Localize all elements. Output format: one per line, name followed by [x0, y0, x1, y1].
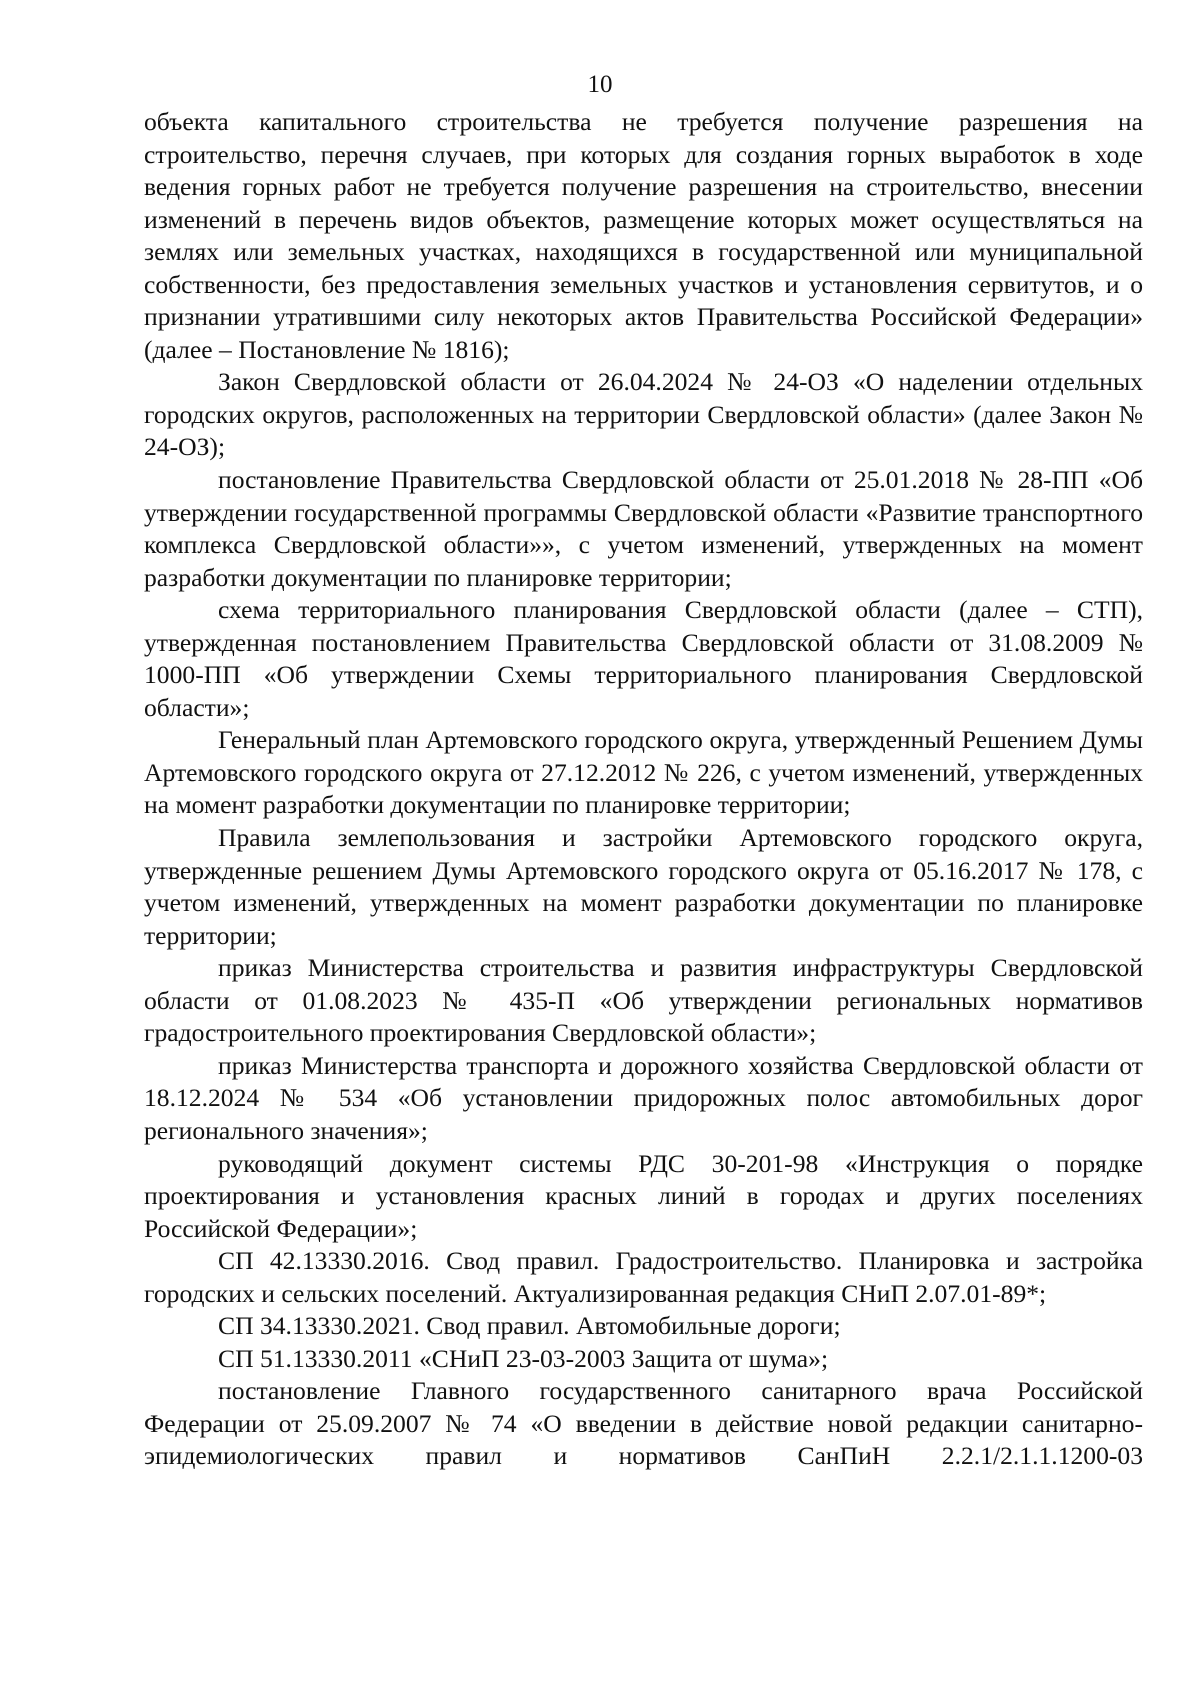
- page-number: 10: [587, 71, 613, 98]
- paragraph-territorial-planning-scheme: схема территориального планирования Свердловской области (далее – СТП), утвержденная постановлением Правительства Свердловской области от 31.08.2009 № 1000-ПП «Об утверждении Схемы территориального планирования Свердловской области»;: [144, 595, 1143, 722]
- paragraph-general-plan: Генеральный план Артемовского городского округа, утвержденный Решением Думы Артемовского городского округа от 27.12.2012 № 226, с учетом изменений, утвержденных на момент разработки документации по планировке территории;: [144, 725, 1143, 820]
- paragraph-decree-28-pp: постановление Правительства Свердловской области от 25.01.2018 № 28-ПП «Об утверждении государственной программы Свердловской области «Развитие транспортного комплекса Свердловской области»», с учетом изменений, утвержденных на момент разработки документации по планировке территории;: [144, 465, 1143, 592]
- paragraph-law-24-oz: Закон Свердловской области от 26.04.2024 № 24-ОЗ «О наделении отдельных городских округов, расположенных на территории Свердловской области» (далее Закон № 24-ОЗ);: [144, 367, 1143, 462]
- paragraph-decree-1816-continuation: объекта капитального строительства не требуется получение разрешения на строительство, перечня случаев, при которых для создания горных выработок в ходе ведения горных работ не требуется получение разрешения на строительство, внесении изменений в перечень видов объектов, размещение которых может осуществляться на землях или земельных участках, находящихся в государственной или муниципальной собственности, без предоставления земельных участков и установления сервитутов, и о признании утратившими силу некоторых актов Правительства Российской Федерации» (далее – Постановление № 1816);: [144, 107, 1143, 364]
- paragraph-sp-42: СП 42.13330.2016. Свод правил. Градостроительство. Планировка и застройка городских и сельских поселений. Актуализированная редакция СНиП 2.07.01-89*;: [144, 1246, 1143, 1308]
- paragraph-sp-34: СП 34.13330.2021. Свод правил. Автомобильные дороги;: [218, 1311, 841, 1341]
- paragraph-order-534: приказ Министерства транспорта и дорожного хозяйства Свердловской области от 18.12.2024 № 534 «Об установлении придорожных полос автомобильных дорог регионального значения»;: [144, 1050, 1143, 1145]
- paragraph-sp-51: СП 51.13330.2011 «СНиП 23-03-2003 Защита от шума»;: [218, 1343, 829, 1373]
- paragraph-sanitary-decree-74: постановление Главного государственного санитарного врача Российской Федерации от 25.09.2007 № 74 «О введении в действие новой редакции санитарно-эпидемиологических правил и нормативов СанПиН 2.2.1/2.1.1.1200-03: [144, 1376, 1143, 1471]
- document-body: [144, 106, 1143, 1473]
- paragraph-order-435-p: приказ Министерства строительства и развития инфраструктуры Свердловской области от 01.08.2023 № 435-П «Об утверждении региональных нормативов градостроительного проектирования Свердловской области»;: [144, 953, 1143, 1048]
- paragraph-land-use-rules: Правила землепользования и застройки Артемовского городского округа, утвержденные решением Думы Артемовского городского округа от 05.16.2017 № 178, с учетом изменений, утвержденных на момент разработки документации по планировке территории;: [144, 823, 1143, 950]
- paragraph-rds-30-201-98: руководящий документ системы РДС 30-201-98 «Инструкция о порядке проектирования и установления красных линий в городах и других поселениях Российской Федерации»;: [144, 1148, 1143, 1243]
